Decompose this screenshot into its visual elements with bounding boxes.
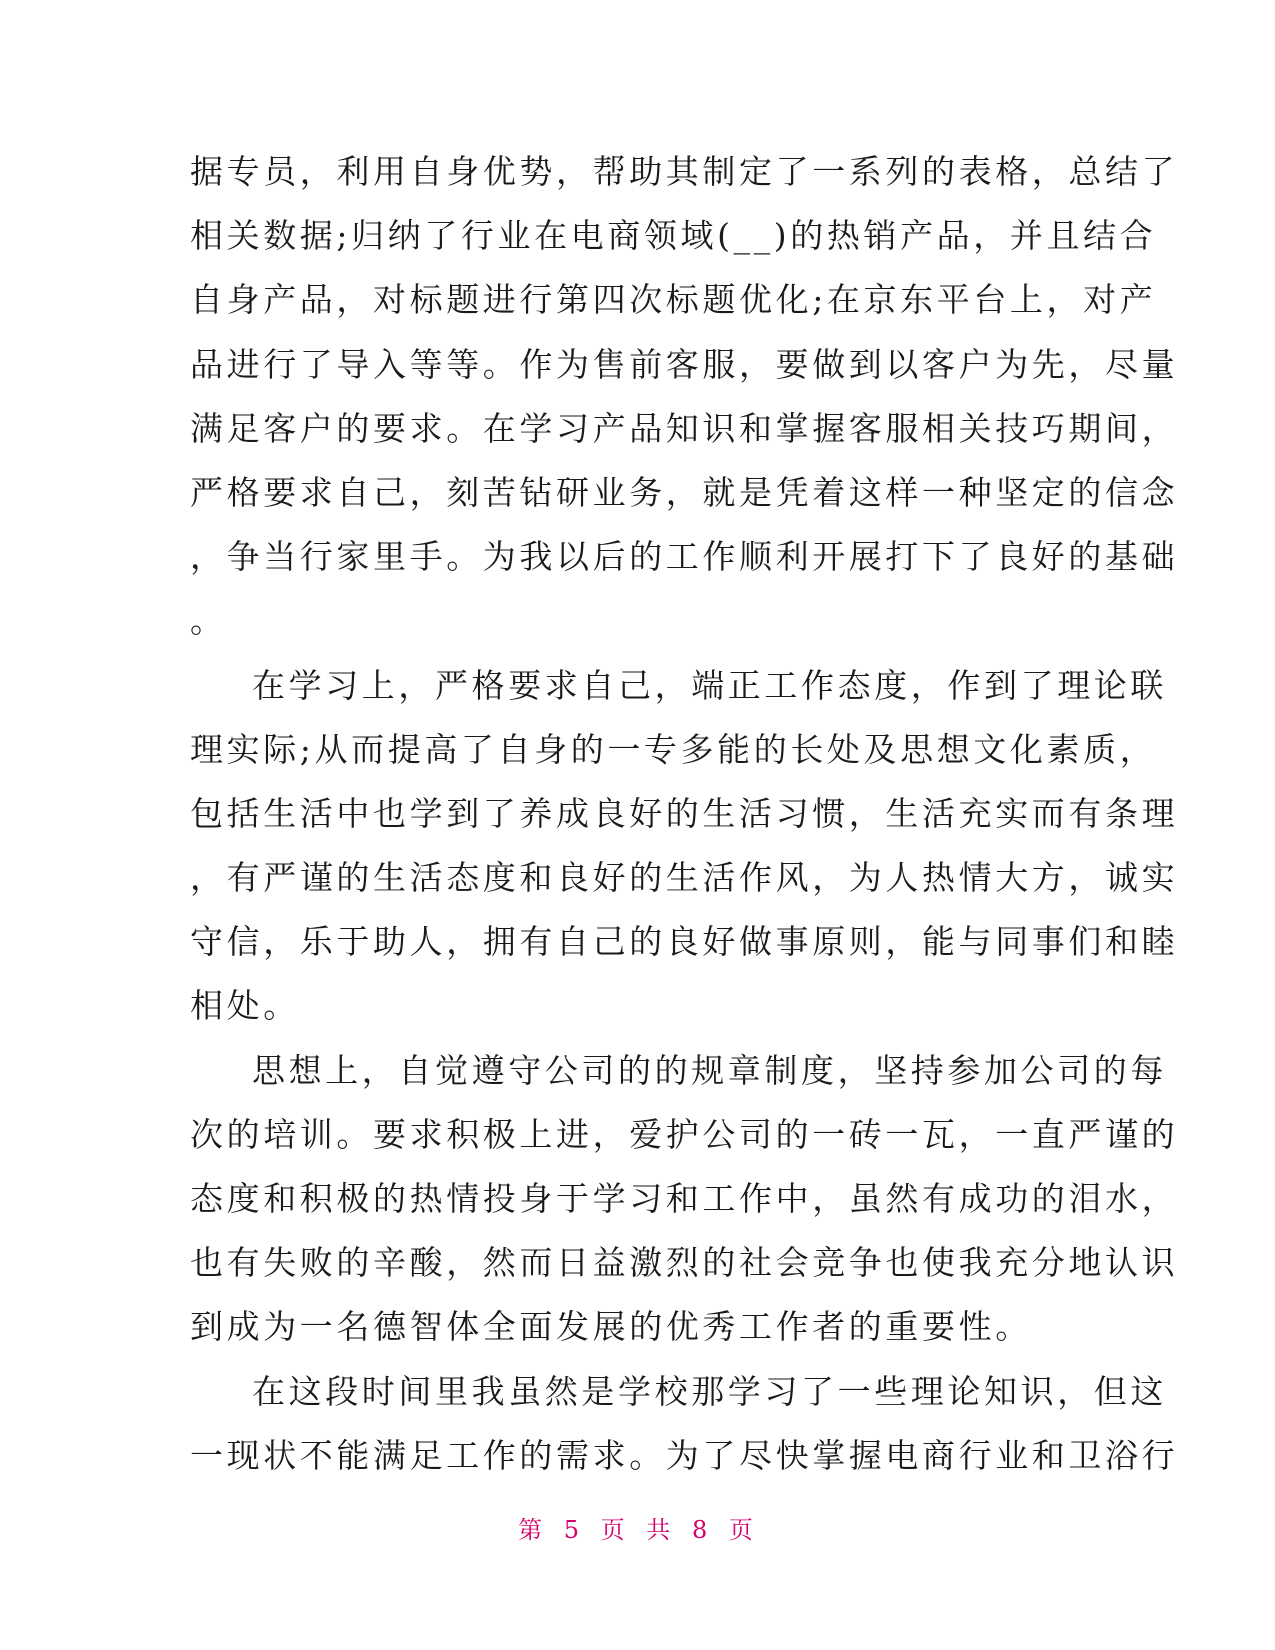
- paragraph-first-line: 思想上，自觉遵守公司的的规章制度，坚持参加公司的每: [252, 1050, 1167, 1090]
- text-line: 据专员，利用自身优势，帮助其制定了一系列的表格，总结了: [190, 152, 1179, 191]
- text-line: 守信，乐于助人，拥有自己的良好做事原则，能与同事们和睦: [190, 922, 1179, 962]
- text-line: 品进行了导入等等。作为售前客服，要做到以客户为先，尽量: [190, 344, 1179, 384]
- text-line: 态度和积极的热情投身于学习和工作中，虽然有成功的泪水，: [190, 1179, 1179, 1218]
- body-text: [190, 140, 1179, 1488]
- text-line: 相关数据;归纳了行业在电商领域(__)的热销产品，并且结合: [190, 216, 1157, 256]
- text-line: 包括生活中也学到了养成良好的生活习惯，生活充实而有条理: [190, 793, 1179, 833]
- text-line: 一现状不能满足工作的需求。为了尽快掌握电商行业和卫浴行: [190, 1435, 1179, 1475]
- paragraph-first-line: 在学习上，严格要求自己，端正工作态度，作到了理论联: [252, 665, 1167, 705]
- text-line: 相处。: [190, 986, 300, 1026]
- text-line: 次的培训。要求积极上进，爱护公司的一砖一瓦，一直严谨的: [190, 1114, 1179, 1154]
- text-line: 也有失败的辛酸，然而日益激烈的社会竞争也使我充分地认识: [190, 1243, 1179, 1283]
- text-line: ，有严谨的生活态度和良好的生活作风，为人热情大方，诚实: [190, 858, 1179, 898]
- paragraph-first-line: 在这段时间里我虽然是学校那学习了一些理论知识，但这: [252, 1371, 1167, 1411]
- text-line: 理实际;从而提高了自身的一专多能的长处及思想文化素质，: [190, 729, 1157, 769]
- text-line: 严格要求自己，刻苦钻研业务，就是凭着这样一种坚定的信念: [190, 472, 1179, 512]
- page-number-footer: 第 5 页 共 8 页: [518, 1516, 757, 1544]
- text-line: 到成为一名德智体全面发展的优秀工作者的重要性。: [190, 1307, 1032, 1347]
- text-line: 自身产品，对标题进行第四次标题优化;在京东平台上，对产: [190, 280, 1157, 320]
- text-line: 。: [190, 601, 227, 641]
- text-line: ，争当行家里手。为我以后的工作顺利开展打下了良好的基础: [190, 537, 1179, 577]
- text-line: 满足客户的要求。在学习产品知识和掌握客服相关技巧期间，: [190, 408, 1179, 448]
